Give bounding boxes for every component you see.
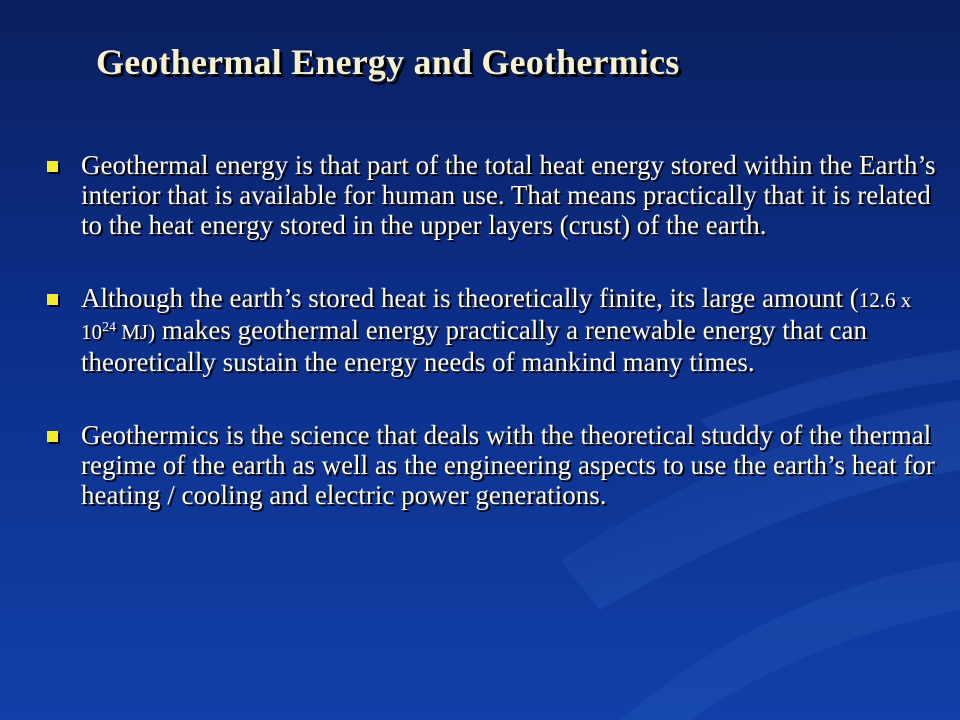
bullet-item [45,420,950,510]
bullet-list [45,150,950,553]
square-bullet-icon [47,161,58,172]
square-bullet-icon [47,294,58,305]
bullet-text: Geothermics is the science that deals with the theoretical studdy of the thermal regime of the earth as well as the engineering aspects to use the earth’s heat for heating / cooling and electric power generations. [81,420,935,510]
bullet-item [45,150,950,240]
slide-title: Geothermal Energy and Geothermics [96,42,680,82]
heat-exponent: 24 [102,320,116,335]
heat-unit: MJ) [116,320,156,344]
bullet-text: Although the earth’s stored heat is theoretically finite, its large amount ( [81,283,859,313]
heat-quantity: 12.6 x 10 [81,288,912,344]
square-bullet-icon [47,431,58,442]
bullet-text-continued: makes geothermal energy practically a renewable energy that can theoretically sustain the energy needs of mankind many times. [81,315,868,377]
bullet-item [45,283,950,377]
bullet-text: Geothermal energy is that part of the total heat energy stored within the Earth’s interior that is available for human use. That means practically that it is related to the heat energy stored in the upper layers (crust) of the earth. [81,150,936,240]
